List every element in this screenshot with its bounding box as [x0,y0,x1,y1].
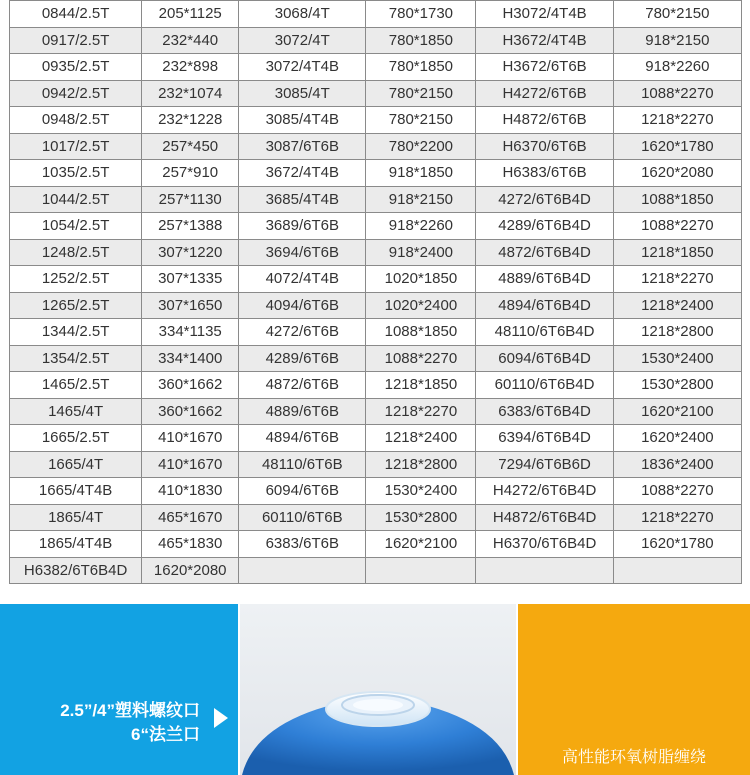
table-cell: 6094/6T6B [239,478,366,505]
table-cell: H4272/6T6B [476,80,613,107]
table-cell: 3689/6T6B [239,213,366,240]
table-cell: H4872/6T6B4D [476,504,613,531]
table-cell: 465*1670 [142,504,239,531]
table-cell: 1088*2270 [613,80,741,107]
table-cell: 3685/4T4B [239,186,366,213]
table-cell: 205*1125 [142,1,239,28]
table-cell: 1620*1780 [613,531,741,558]
table-cell: 1252/2.5T [10,266,142,293]
table-cell: 4894/6T6B4D [476,292,613,319]
table-cell: 918*2150 [613,27,741,54]
table-cell: 4272/6T6B4D [476,186,613,213]
table-cell: H4872/6T6B [476,107,613,134]
table-cell: 1665/2.5T [10,425,142,452]
table-row [10,451,742,478]
table-cell: 3672/4T4B [239,160,366,187]
table-cell: 257*1388 [142,213,239,240]
table-row [10,1,742,28]
table-cell: 257*1130 [142,186,239,213]
port-panel [0,604,238,775]
table-cell: 307*1335 [142,266,239,293]
table-row [10,54,742,81]
table-cell: 1265/2.5T [10,292,142,319]
table-cell: 1354/2.5T [10,345,142,372]
table-row [10,398,742,425]
table-cell: 1465/2.5T [10,372,142,399]
table-cell: 4289/6T6B [239,345,366,372]
table-row [10,239,742,266]
table-cell: 780*1850 [366,27,476,54]
table-cell: 4094/6T6B [239,292,366,319]
tank-top-illustration [240,604,516,775]
table-cell: H6383/6T6B [476,160,613,187]
table-cell: 48110/6T6B [239,451,366,478]
table-cell: 1218*2800 [613,319,741,346]
table-row [10,107,742,134]
table-cell: 1620*2080 [613,160,741,187]
table-cell: 1530*2400 [366,478,476,505]
table-cell: 780*2150 [613,1,741,28]
table-cell: 1218*2270 [366,398,476,425]
table-row [10,213,742,240]
table-cell: 918*2260 [613,54,741,81]
table-cell: 1465/4T [10,398,142,425]
table-cell: 780*2150 [366,80,476,107]
table-cell: 4889/6T6B4D [476,266,613,293]
table-cell: 334*1135 [142,319,239,346]
resin-panel [518,604,750,775]
table-cell: H4272/6T6B4D [476,478,613,505]
table-cell: 465*1830 [142,531,239,558]
table-cell: 918*2150 [366,186,476,213]
table-cell: 1620*2100 [613,398,741,425]
table-cell: 1218*1850 [366,372,476,399]
table-cell: 334*1400 [142,345,239,372]
table-cell: H3072/4T4B [476,1,613,28]
table-cell: 4872/6T6B4D [476,239,613,266]
table-cell: 1620*2100 [366,531,476,558]
table-cell [476,557,613,584]
table-cell: 6094/6T6B4D [476,345,613,372]
table-cell: 1665/4T4B [10,478,142,505]
resin-caption: 高性能环氧树脂缠绕 [561,749,706,766]
table-cell: 0948/2.5T [10,107,142,134]
table-cell: 60110/6T6B [239,504,366,531]
table-cell: 360*1662 [142,398,239,425]
table-cell: 232*1074 [142,80,239,107]
table-cell: 1218*2270 [613,266,741,293]
table-cell: 0942/2.5T [10,80,142,107]
table-row [10,531,742,558]
tank-photo [240,604,516,775]
table-row [10,319,742,346]
table-cell: 1865/4T [10,504,142,531]
table-cell: 1248/2.5T [10,239,142,266]
table-cell: 1088*2270 [613,478,741,505]
table-row [10,557,742,584]
table-row [10,160,742,187]
table-row [10,478,742,505]
play-arrow-icon [214,708,228,728]
table-cell: 1054/2.5T [10,213,142,240]
table-cell: 1020*1850 [366,266,476,293]
table-cell: 1344/2.5T [10,319,142,346]
table-cell: 3085/4T4B [239,107,366,134]
table-cell [366,557,476,584]
table-cell: 307*1650 [142,292,239,319]
table-cell: H3672/6T6B [476,54,613,81]
table-cell: 1017/2.5T [10,133,142,160]
feature-banner [0,604,750,775]
table-cell: H6382/6T6B4D [10,557,142,584]
table-cell: 1088*1850 [366,319,476,346]
table-cell: 780*2150 [366,107,476,134]
table-cell: 360*1662 [142,372,239,399]
table-cell: 4889/6T6B [239,398,366,425]
table-cell: 3694/6T6B [239,239,366,266]
table-cell: 4072/4T4B [239,266,366,293]
spec-table [9,0,742,584]
table-cell: 780*2200 [366,133,476,160]
table-cell: 1035/2.5T [10,160,142,187]
table-cell: 1620*2400 [613,425,741,452]
port-line-1: 2.5”/4”塑料螺纹口 [60,701,200,720]
table-row [10,27,742,54]
table-cell: 48110/6T6B4D [476,319,613,346]
table-cell: 232*898 [142,54,239,81]
table-cell: 1530*2800 [366,504,476,531]
table-cell: 3072/4T [239,27,366,54]
table-cell: 0844/2.5T [10,1,142,28]
table-cell: 1530*2800 [613,372,741,399]
table-cell: 60110/6T6B4D [476,372,613,399]
table-cell: H3672/4T4B [476,27,613,54]
table-cell: 780*1730 [366,1,476,28]
table-cell: 1530*2400 [613,345,741,372]
table-cell: 1088*2270 [366,345,476,372]
table-cell: 1218*1850 [613,239,741,266]
table-cell [239,557,366,584]
table-row [10,133,742,160]
table-cell: 1218*2400 [613,292,741,319]
table-cell: 780*1850 [366,54,476,81]
table-cell: 7294/6T6B6D [476,451,613,478]
table-cell: 257*910 [142,160,239,187]
table-cell: 1218*2800 [366,451,476,478]
table-cell: 307*1220 [142,239,239,266]
table-cell: 3068/4T [239,1,366,28]
port-line-2: 6“法兰口 [131,725,200,744]
table-cell: 3072/4T4B [239,54,366,81]
table-cell: 1088*2270 [613,213,741,240]
table-cell: 3087/6T6B [239,133,366,160]
table-cell: 6394/6T6B4D [476,425,613,452]
table-cell: 3085/4T [239,80,366,107]
table-row [10,80,742,107]
table-cell: 257*450 [142,133,239,160]
table-cell: H6370/6T6B [476,133,613,160]
table-cell: 1836*2400 [613,451,741,478]
table-cell: 1088*1850 [613,186,741,213]
table-cell: 410*1670 [142,451,239,478]
table-cell: 410*1830 [142,478,239,505]
table-cell: 0917/2.5T [10,27,142,54]
table-cell: 6383/6T6B4D [476,398,613,425]
table-cell: H6370/6T6B4D [476,531,613,558]
table-cell: 1218*2270 [613,504,741,531]
tank-opening-inner [353,699,403,711]
table-cell: 1865/4T4B [10,531,142,558]
spec-table-body [10,1,742,584]
table-cell: 918*2400 [366,239,476,266]
table-cell [613,557,741,584]
table-cell: 4272/6T6B [239,319,366,346]
table-row [10,266,742,293]
table-cell: 232*440 [142,27,239,54]
table-cell: 1044/2.5T [10,186,142,213]
table-cell: 1218*2270 [613,107,741,134]
table-row [10,372,742,399]
table-cell: 1020*2400 [366,292,476,319]
table-row [10,292,742,319]
table-cell: 6383/6T6B [239,531,366,558]
table-cell: 918*2260 [366,213,476,240]
table-cell: 410*1670 [142,425,239,452]
table-cell: 0935/2.5T [10,54,142,81]
table-cell: 1665/4T [10,451,142,478]
table-cell: 232*1228 [142,107,239,134]
table-cell: 1620*2080 [142,557,239,584]
table-row [10,504,742,531]
table-cell: 4894/6T6B [239,425,366,452]
table-cell: 918*1850 [366,160,476,187]
table-cell: 4872/6T6B [239,372,366,399]
table-row [10,345,742,372]
table-cell: 4289/6T6B4D [476,213,613,240]
table-row [10,425,742,452]
table-cell: 1620*1780 [613,133,741,160]
table-cell: 1218*2400 [366,425,476,452]
table-row [10,186,742,213]
